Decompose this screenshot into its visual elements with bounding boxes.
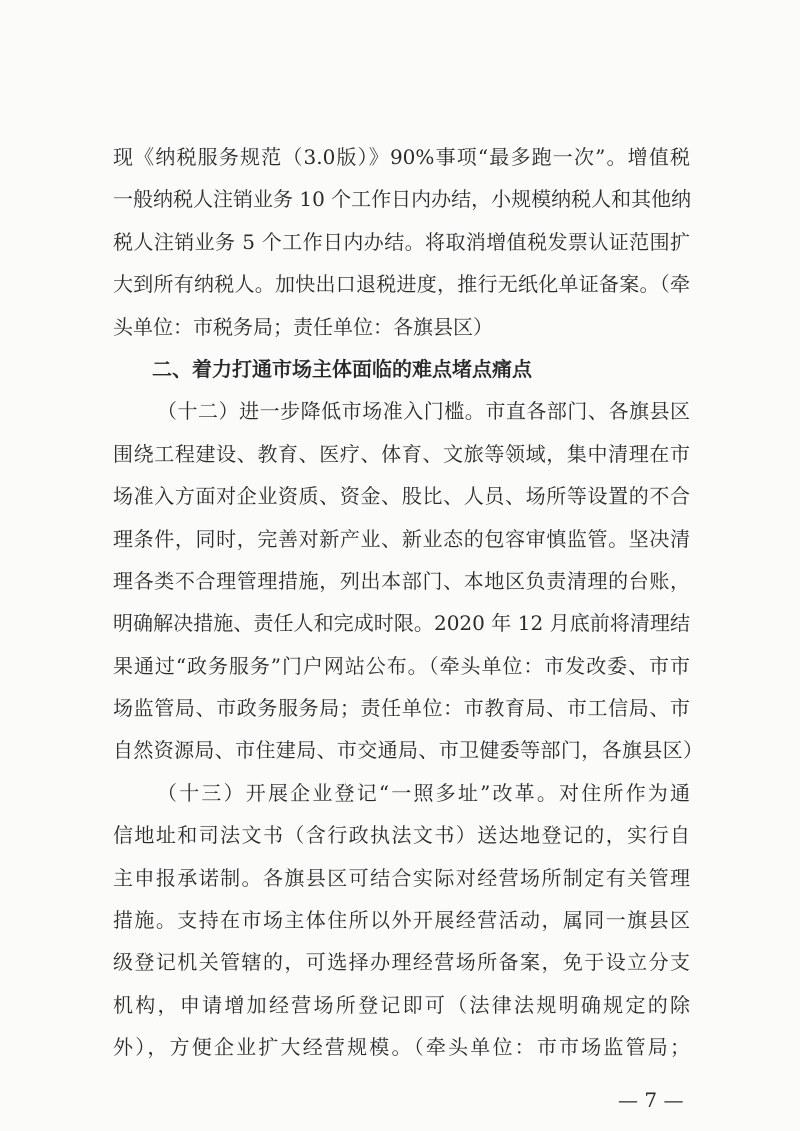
- section-heading: 二、着力打通市场主体面临的难点堵点痛点: [152, 357, 532, 381]
- text-line: 理各类不合理管理措施，列出本部门、本地区负责清理的台账，: [113, 569, 690, 593]
- text-line: 场准入方面对企业资质、资金、股比、人员、场所等设置的不合: [113, 484, 690, 508]
- page-number: — 7 —: [618, 1088, 684, 1112]
- text-line: 明确解决措施、责任人和完成时限。2020 年 12 月底前将清理结: [113, 611, 690, 635]
- text-line: （十二）进一步降低市场准入门槛。市直各部门、各旗县区: [157, 399, 690, 423]
- text-line: 一般纳税人注销业务 10 个工作日内办结，小规模纳税人和其他纳: [113, 187, 692, 211]
- text-line: （十三）开展企业登记“一照多址”改革。对住所作为通: [157, 781, 690, 805]
- text-line: 措施。支持在市场主体住所以外开展经营活动，属同一旗县区: [113, 908, 690, 932]
- text-line: 税人注销业务 5 个工作日内办结。将取消增值税发票认证范围扩: [113, 230, 690, 254]
- text-line: 大到所有纳税人。加快出口退税进度，推行无纸化单证备案。（牵: [113, 272, 690, 296]
- text-line: 果通过“政务服务”门户网站公布。（牵头单位：市发改委、市市: [113, 654, 690, 678]
- text-line: 头单位：市税务局；责任单位：各旗县区）: [113, 315, 493, 339]
- text-line: 理条件，同时，完善对新产业、新业态的包容审慎监管。坚决清: [113, 527, 690, 551]
- text-line: 机构，申请增加经营场所登记即可（法律法规明确规定的除: [113, 993, 690, 1017]
- text-line: 主申报承诺制。各旗县区可结合实际对经营场所制定有关管理: [113, 866, 690, 890]
- text-line: 场监管局、市政务服务局；责任单位：市教育局、市工信局、市: [113, 696, 690, 720]
- text-line: 信地址和司法文书（含行政执法文书）送达地登记的，实行自: [113, 823, 690, 847]
- text-line: 自然资源局、市住建局、市交通局、市卫健委等部门，各旗县区）: [113, 738, 703, 762]
- text-line: 围绕工程建设、教育、医疗、体育、文旅等领域，集中清理在市: [113, 442, 690, 466]
- text-line: 级登记机关管辖的，可选择办理经营场所备案，免于设立分支: [113, 950, 690, 974]
- text-line: 现《纳税服务规范（3.0版）》90%事项“最多跑一次”。增值税: [113, 145, 690, 169]
- text-line: 外），方便企业扩大经营规模。（牵头单位：市市场监管局；: [113, 1035, 690, 1059]
